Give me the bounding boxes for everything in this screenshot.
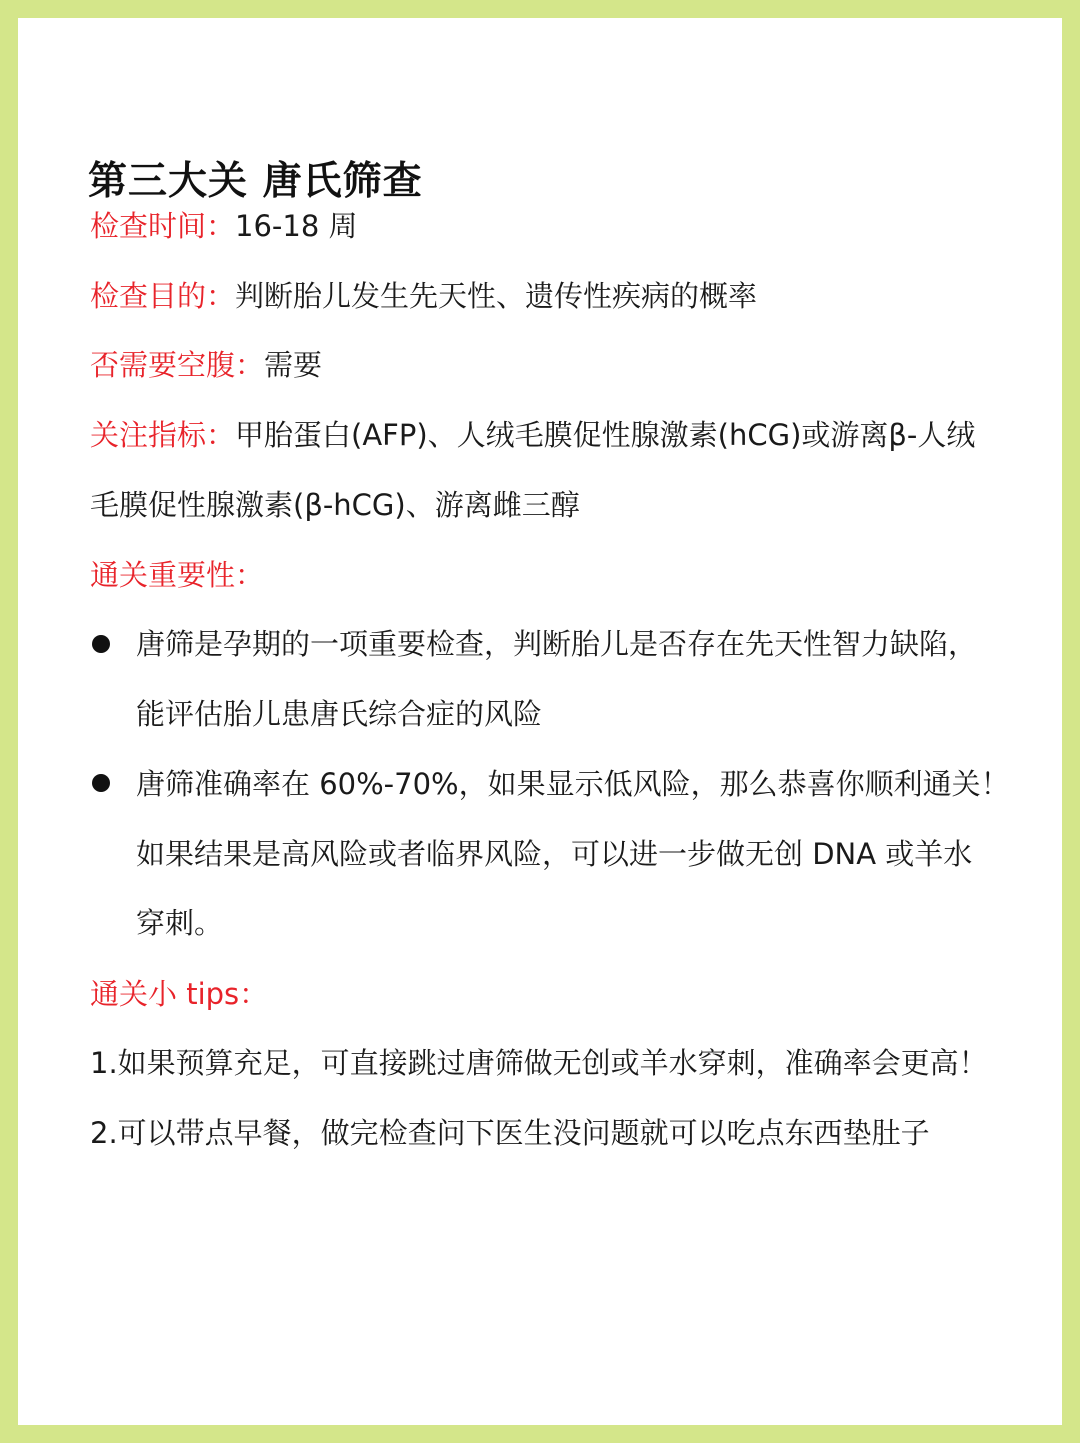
indicators-label: 关注指标： (90, 418, 236, 452)
indicators-row (90, 415, 975, 455)
tip-item-1: 1.如果预算充足，可直接跳过唐筛做无创或羊水穿刺，准确率会更高！ (90, 1046, 988, 1080)
importance-bullet-2-line1: 唐筛准确率在 60%-70%，如果显示低风险，那么恭喜你顺利通关！ (136, 767, 1010, 801)
check-time-row (90, 206, 358, 246)
indicators-line1: 甲胎蛋白(AFP)、人绒毛膜促性腺激素(hCG)或游离β-人绒 (235, 418, 976, 452)
bullet-dot-icon (92, 774, 110, 792)
fasting-row (90, 345, 322, 385)
content-card (18, 18, 1062, 1425)
page-title: 第三大关 唐氏筛查 (88, 159, 423, 204)
importance-bullet-2-line2: 如果结果是高风险或者临界风险，可以进一步做无创 DNA 或羊水 (136, 837, 973, 871)
importance-bullet-1-line1: 唐筛是孕期的一项重要检查，判断胎儿是否存在先天性智力缺陷， (136, 627, 978, 661)
indicators-line2: 毛膜促性腺激素(β-hCG)、游离雌三醇 (90, 488, 580, 522)
check-purpose-label: 检查目的： (90, 279, 236, 313)
importance-bullet-2-line3: 穿刺。 (136, 906, 224, 940)
check-purpose-value: 判断胎儿发生先天性、遗传性疾病的概率 (235, 279, 758, 313)
tips-label: 通关小 tips： (90, 977, 269, 1011)
tip-item-2: 2.可以带点早餐，做完检查问下医生没问题就可以吃点东西垫肚子 (90, 1116, 930, 1150)
check-time-value: 16-18 周 (235, 209, 358, 243)
check-purpose-row (90, 276, 757, 316)
bullet-dot-icon (92, 635, 110, 653)
importance-bullet-1-line2: 能评估胎儿患唐氏综合症的风险 (136, 697, 543, 731)
check-time-label: 检查时间： (90, 209, 236, 243)
importance-label: 通关重要性： (90, 558, 265, 592)
fasting-label: 否需要空腹： (90, 348, 265, 382)
fasting-value: 需要 (264, 348, 323, 382)
